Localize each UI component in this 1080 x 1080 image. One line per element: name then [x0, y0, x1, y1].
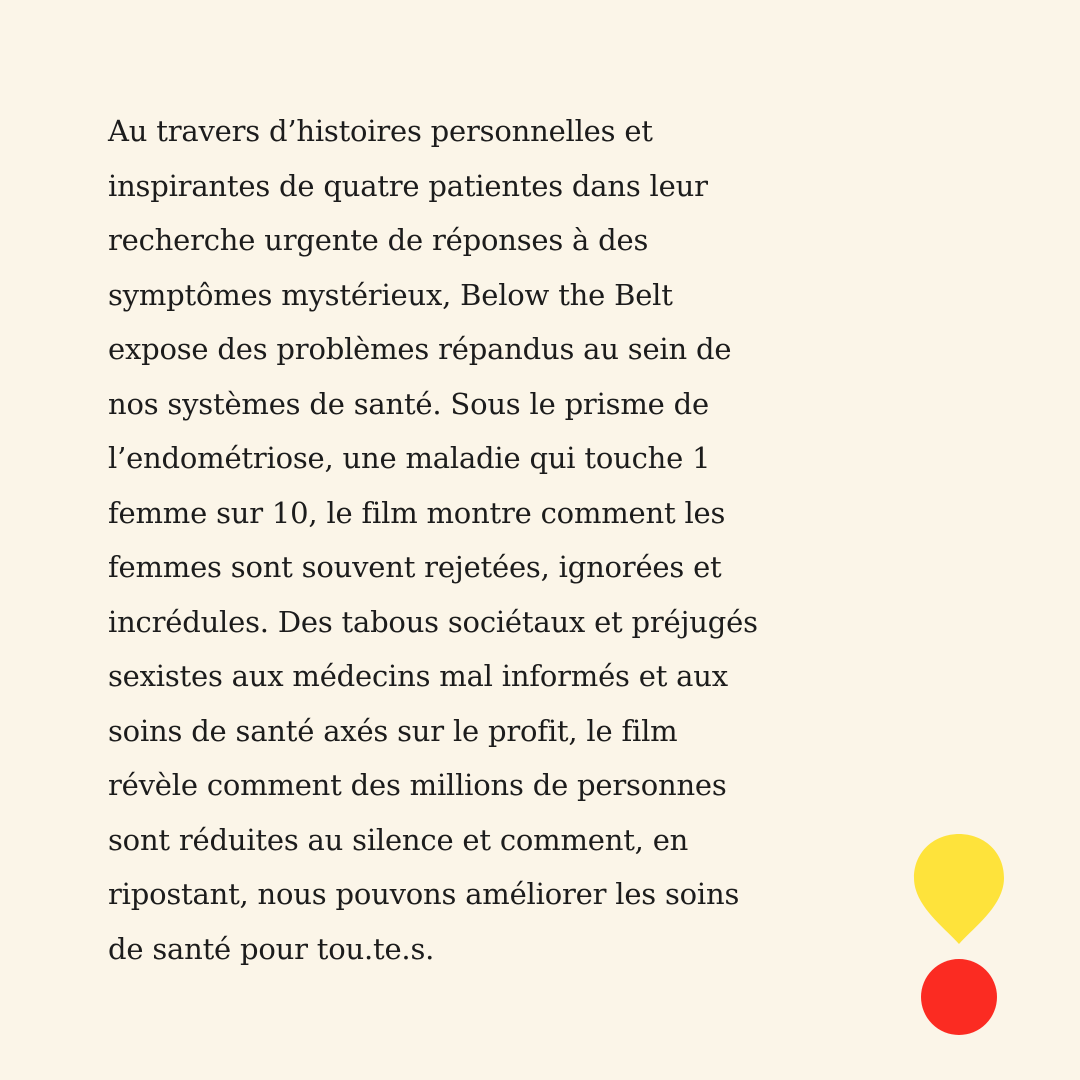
description-line: de santé pour tou.te.s.	[108, 931, 435, 966]
dot-circle-icon	[921, 959, 997, 1035]
description-line: symptômes mystérieux, Below the Belt	[108, 277, 673, 312]
exclamation-mark-logo-icon	[912, 832, 1006, 1038]
description-line: inspirantes de quatre patientes dans leur	[108, 168, 708, 203]
description-line: femmes sont souvent rejetées, ignorées et	[108, 550, 722, 584]
description-line: incrédules. Des tabous sociétaux et préjugés	[108, 604, 758, 639]
description-line: Au travers d’histoires personnelles et	[108, 114, 653, 148]
description-line: sont réduites au silence et comment, en	[108, 822, 689, 857]
drop-shape-icon	[914, 834, 1004, 944]
description-line: femme sur 10, le film montre comment les	[108, 495, 726, 530]
description-line: recherche urgente de réponses à des	[108, 223, 649, 257]
description-line: révèle comment des millions de personnes	[108, 768, 727, 802]
description-line: expose des problèmes répandus au sein de	[108, 332, 732, 366]
description-line: sexistes aux médecins mal informés et aux	[108, 659, 728, 693]
description-line: ripostant, nous pouvons améliorer les soins	[108, 877, 740, 911]
description-text	[108, 104, 758, 976]
description-line: l’endométriose, une maladie qui touche 1	[108, 441, 711, 475]
description-line: soins de santé axés sur le profit, le film	[108, 713, 678, 748]
description-line: nos systèmes de santé. Sous le prisme de	[108, 386, 709, 421]
